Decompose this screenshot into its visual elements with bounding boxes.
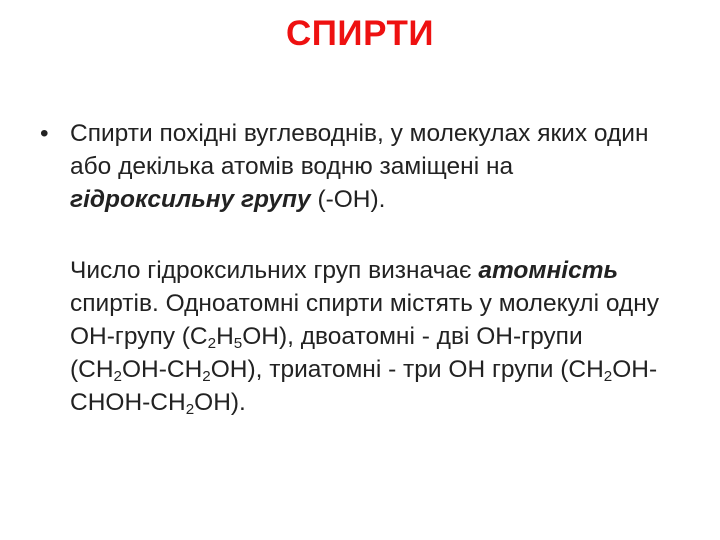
subscript: 2 — [603, 367, 613, 385]
subscript: 5 — [233, 334, 243, 352]
subscript: 2 — [113, 367, 122, 385]
slide-title: СПИРТИ — [285, 14, 434, 53]
definition-emphasis: гідроксильну групу — [70, 186, 311, 213]
bullet-icon: • — [40, 120, 49, 147]
definition-formula: (-OH). — [317, 186, 386, 213]
slide-content — [40, 117, 680, 419]
atomicity-text-6: OH-CHOH-CH — [70, 356, 658, 416]
subscript: 2 — [202, 367, 211, 385]
definition-text: Спирти похідні вуглеводнів, у молекулах яких один або декілька атомів водню заміщені на — [70, 120, 649, 180]
atomicity-text-2: H — [216, 323, 234, 350]
atomicity-emphasis: атомність — [478, 257, 619, 284]
atomicity-text-1: спиртів. Одноатомні спирти містять у молекулі одну ОН-групу (C — [70, 290, 659, 350]
atomicity-text-5: OH), триатомні - три ОН групи (CH — [210, 356, 604, 383]
atomicity-text-7: OH). — [194, 389, 246, 416]
subscript: 2 — [185, 400, 195, 418]
bullet-paragraph-definition — [40, 117, 680, 216]
paragraph-atomicity — [40, 254, 680, 419]
atomicity-text-before: Число гідроксильних груп визначає — [70, 257, 472, 284]
subscript: 2 — [207, 334, 217, 352]
atomicity-text-4: OH-CH — [122, 356, 203, 383]
atomicity-text-3: OH), двоатомні - дві ОН-групи (CH — [70, 323, 583, 383]
